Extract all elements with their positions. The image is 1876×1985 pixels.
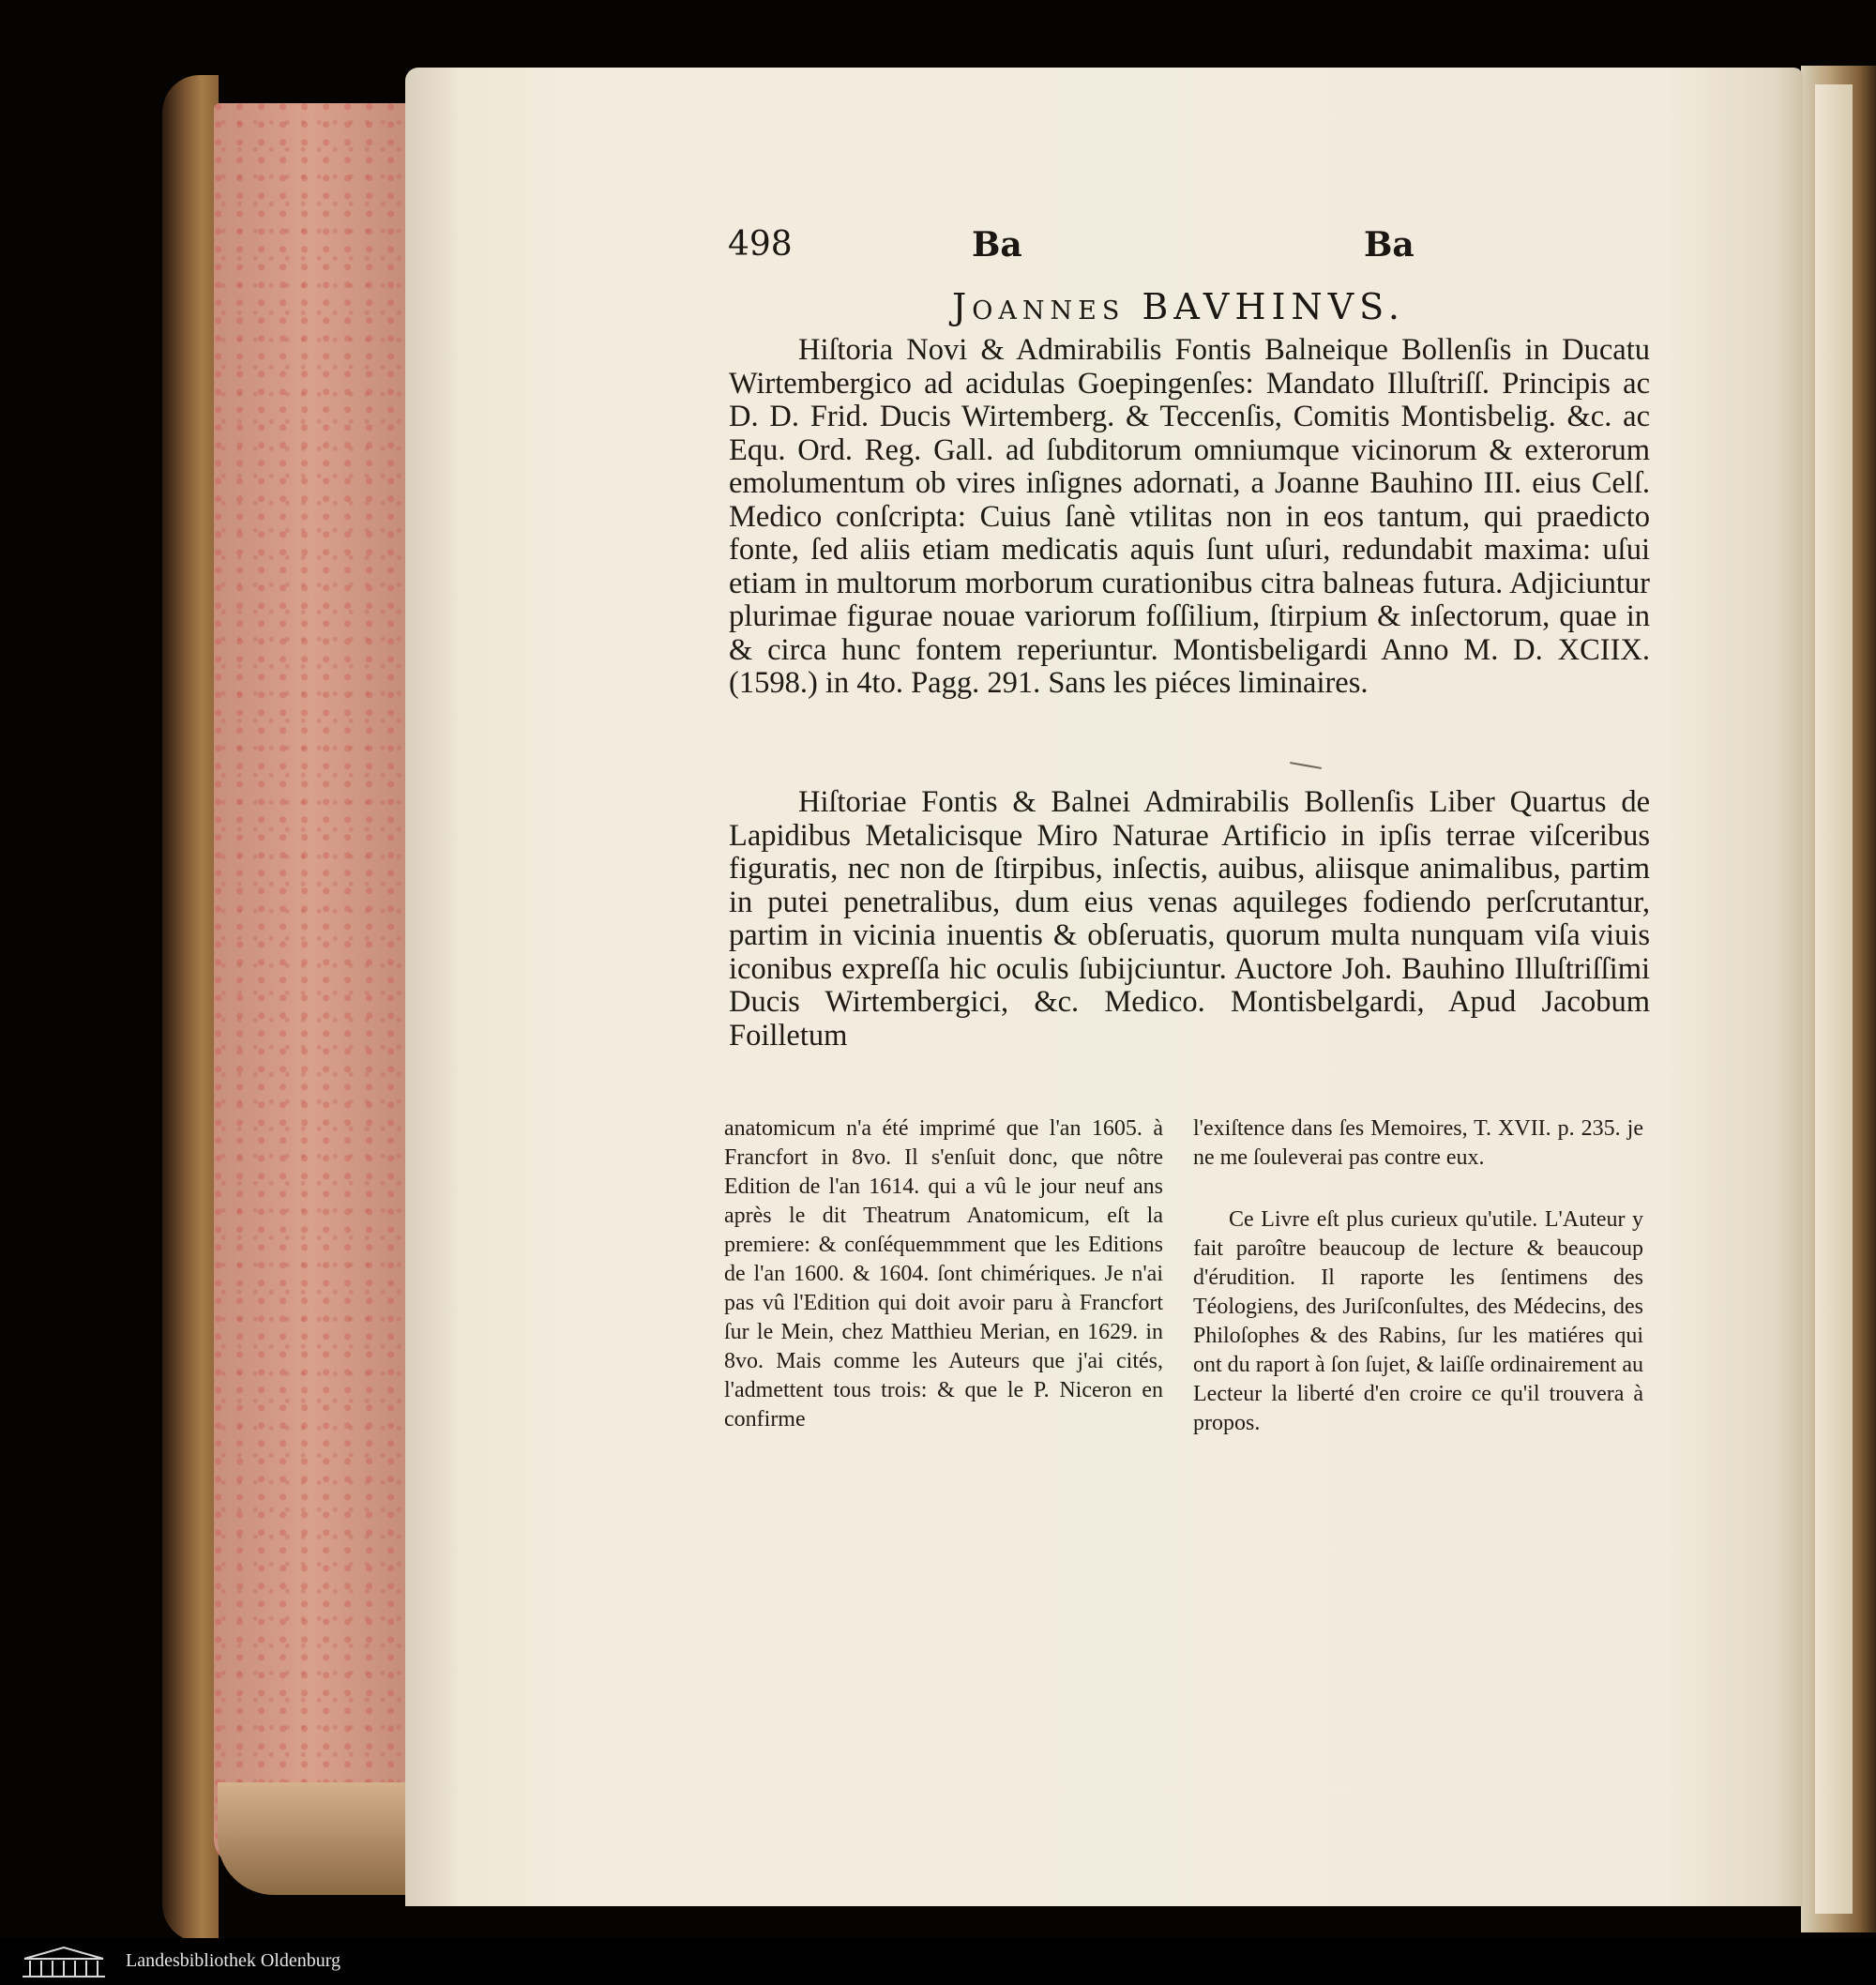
note-right-column-paragraph: Ce Livre eſt plus curieux qu'utile. L'Auteur y fait paroître beaucoup de lecture & beaucoup d'érudition. Il raporte les ſentimens des Téologiens, des Juriſconſultes, des Médecins, des Philoſophes & des Rabins, ſur les matiéres qui ont du raport à ſon ſujet, & laiſſe ordinairement au Lecteur la liberté d'en croire ce qu'il trouvera à propos. [1193, 1207, 1643, 1435]
entry-paragraph-1: Hiſtoria Novi & Admirabilis Fontis Balneique Bollenſis in Ducatu Wirtembergico ad acidulas Goepingenſes: Mandato Illuſtriſſ. Principis ac D. D. Frid. Ducis Wirtemberg. & Teccenſis, Comitis Montisbelig. &c. ac Equ. Ord. Reg. Gall. ad ſubditorum omniumque vicinorum & exterorum emolumentum ob vires inſignes adornati, a Joanne Bauhino III. eius Celſ. Medico conſcripta: Cuius ſanè vtilitas non in eos tantum, qui praedicto fonte, ſed aliis etiam medicatis aquis ſunt uſuri, redundabit maxima: uſui etiam in multorum morborum curationibus citra balneas futura. Adjiciuntur plurimae figurae nouae variorum foſſilium, ſtirpium & inſectorum, quae in & circa hunc fontem reperiuntur. Montisbeligardi Anno M. D. XCIIX. (1598.) in 4to. Pagg. 291. Sans les piéces liminaires. [729, 333, 1650, 700]
page-edges-bottom [218, 1782, 410, 1895]
title-first-name: Joannes [952, 286, 1126, 327]
page-number: 498 [728, 225, 793, 264]
book-spine-edge [162, 75, 219, 1938]
sprinkled-page-edges [214, 103, 411, 1867]
note-left-column: anatomicum n'a été imprimé que l'an 1605. à Francfort in 8vo. Il s'enſuit donc, que nôtre Edition de l'an 1614. qui a vû le jour neuf ans après le dit Theatrum Anatomicum, eſt la premiere: & conſéquemmment que les Editions de l'an 1600. & 1604. ſont chimériques. Je n'ai pas vû l'Edition qui doit avoir paru à Francfort ſur le Mein, chez Matthieu Merian, en 1629. in 8vo. Mais comme les Auteurs que j'ai cités, l'admettent tous trois: & que le P. Niceron en confirme [724, 1116, 1163, 1432]
footer-bar [0, 1938, 1876, 1985]
note-right-column-top: l'exiſtence dans ſes Memoires, T. XVII. p. 235. je ne me ſouleverai pas contre eux. [1193, 1116, 1643, 1170]
library-building-logo [21, 1944, 107, 1979]
footer-institution: Landesbibliothek Oldenburg [126, 1950, 341, 1971]
facing-page-sliver [1815, 84, 1853, 1914]
running-head-right: Ba [1364, 225, 1415, 265]
entry-title [952, 286, 1405, 327]
running-head-center: Ba [972, 225, 1022, 265]
entry-paragraph-2: Hiſtoriae Fontis & Balnei Admirabilis Bollenſis Liber Quartus de Lapidibus Metalicisque Miro Naturae Artificio in ipſis terrae viſceribus figuratis, nec non de ſtirpibus, inſectis, auibus, aliisque animalibus, partim in putei penetralibus, dum eius venas aquileges fodiendo perſcrutantur, partim in vicinia inuentis & obſeruatis, quorum multa nunquam viſa viuis iconibus expreſſa hic oculis ſubijciuntur. Auctore Joh. Bauhino Illuſtriſſimi Ducis Wirtembergici, &c. Medico. Montisbelgardi, Apud Jacobum Foilletum [729, 785, 1650, 1053]
title-last-name: BAVHINVS. [1142, 286, 1405, 327]
